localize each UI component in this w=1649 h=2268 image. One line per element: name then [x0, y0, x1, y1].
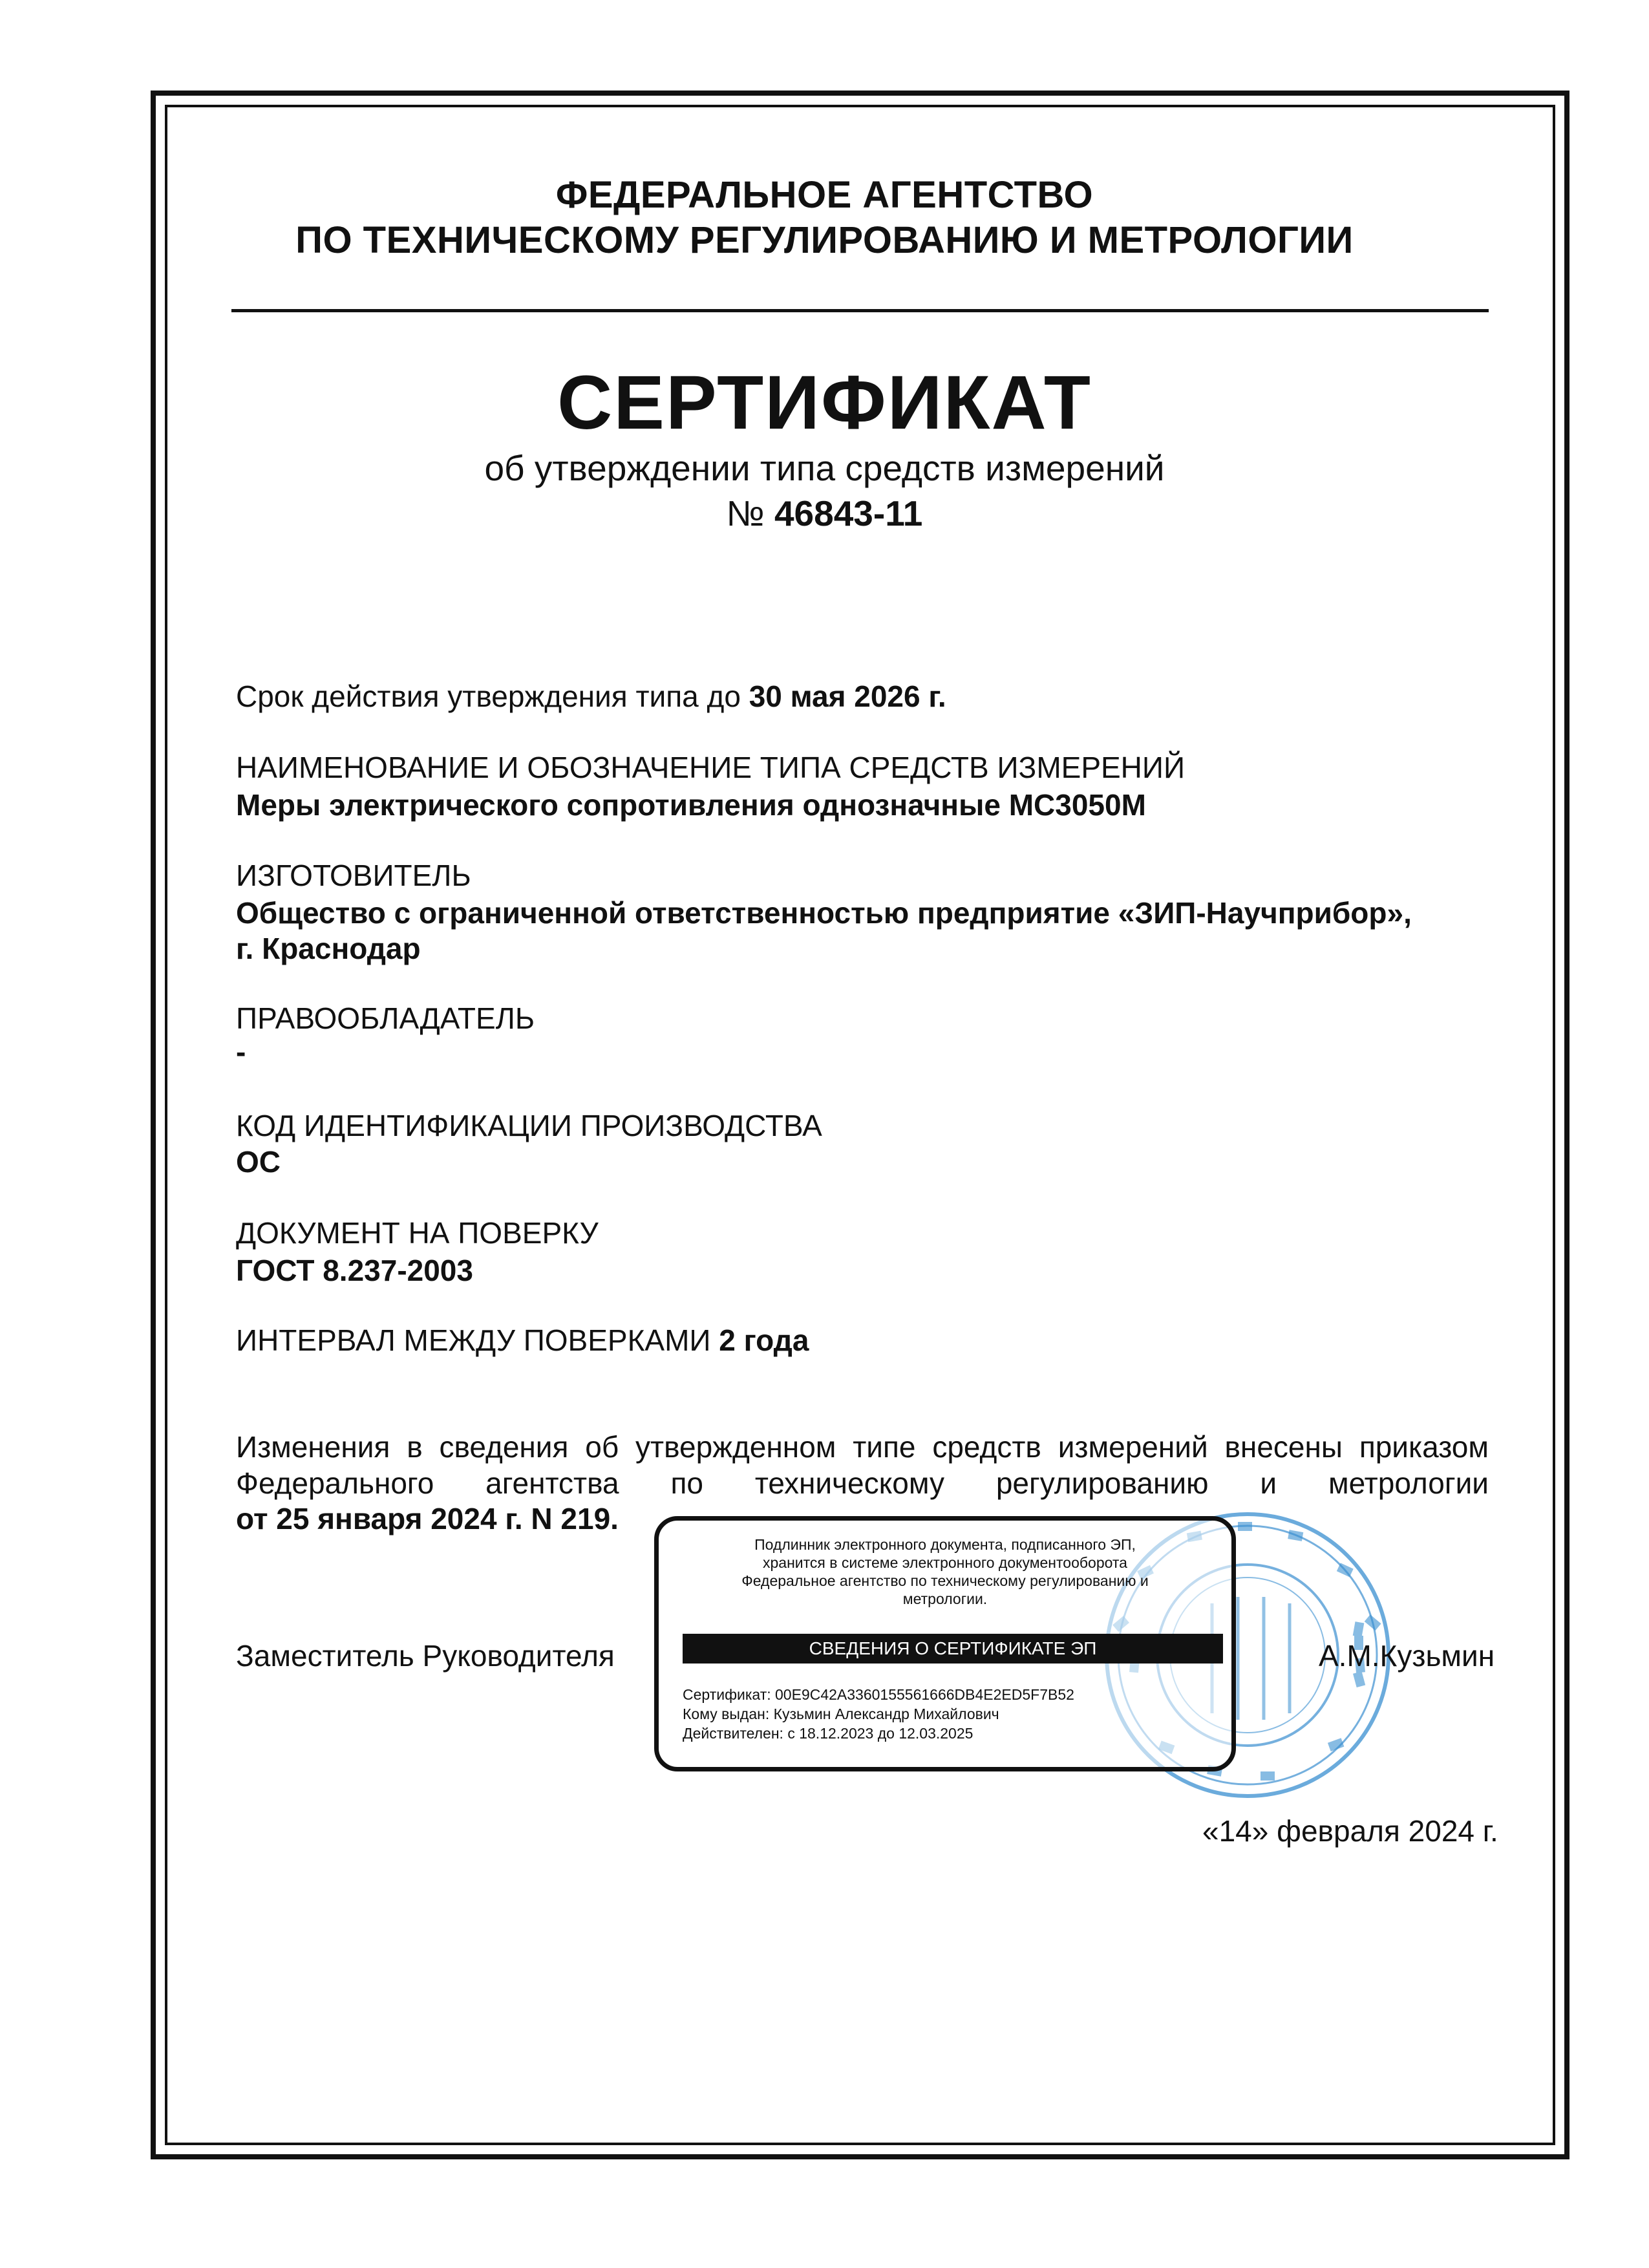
name-label: НАИМЕНОВАНИЕ И ОБОЗНАЧЕНИЕ ТИПА СРЕДСТВ ИЗМЕРЕНИЙ	[236, 751, 1186, 784]
production-code-value: ОС	[236, 1145, 281, 1179]
esign-issued-line	[683, 1706, 999, 1723]
esign-cert-label: Сертификат:	[683, 1686, 771, 1703]
verification-doc-value: ГОСТ 8.237-2003	[236, 1254, 473, 1287]
esign-info-bar: СВЕДЕНИЯ О СЕРТИФИКАТЕ ЭП	[683, 1634, 1223, 1664]
verification-doc-label: ДОКУМЕНТ НА ПОВЕРКУ	[236, 1216, 599, 1250]
verification-interval	[236, 1323, 809, 1358]
manufacturer-value-line1: Общество с ограниченной ответственностью предприятие «ЗИП-Научприбор»,	[236, 896, 1412, 930]
esign-note-line4: метрологии.	[902, 1590, 988, 1607]
rightholder-label: ПРАВООБЛАДАТЕЛЬ	[236, 1001, 535, 1035]
validity-line	[236, 679, 946, 714]
esign-note-line2: хранится в системе электронного документооборота	[763, 1554, 1127, 1571]
esign-valid-value: с 18.12.2023 до 12.03.2025	[787, 1725, 973, 1742]
electronic-signature-box	[654, 1516, 1236, 1771]
certificate-number	[0, 493, 1649, 534]
number-prefix: №	[726, 493, 765, 533]
rightholder-value: -	[236, 1035, 246, 1069]
esign-note-line1: Подлинник электронного документа, подписанного ЭП,	[754, 1536, 1136, 1553]
changes-line2: Федерального агентства по техническому регулированию и метрологии	[236, 1466, 1489, 1500]
certificate-subtitle: об утверждении типа средств измерений	[484, 448, 1165, 488]
certificate-title: СЕРТИФИКАТ	[557, 360, 1092, 445]
signatory-name: А.М.Кузьмин	[1319, 1639, 1495, 1673]
agency-name-line2: ПО ТЕХНИЧЕСКОМУ РЕГУЛИРОВАНИЮ И МЕТРОЛОГИИ	[295, 219, 1354, 261]
esign-cert-value: 00E9C42A3360155561666DB4E2ED5F7B52	[775, 1686, 1074, 1703]
number-value: 46843-11	[774, 493, 923, 533]
changes-line1: Изменения в сведения об утвержденном типе средств измерений внесены приказом	[236, 1430, 1489, 1464]
header-divider	[231, 309, 1489, 312]
manufacturer-label: ИЗГОТОВИТЕЛЬ	[236, 859, 471, 892]
validity-date: 30 мая 2026 г.	[749, 679, 946, 713]
esign-issued-value: Кузьмин Александр Михайлович	[773, 1706, 999, 1722]
esign-valid-line	[683, 1725, 973, 1742]
esign-valid-label: Действителен:	[683, 1725, 783, 1742]
interval-label: ИНТЕРВАЛ МЕЖДУ ПОВЕРКАМИ	[236, 1323, 711, 1357]
changes-line3: от 25 января 2024 г. N 219.	[236, 1502, 619, 1535]
manufacturer-value-line2: г. Краснодар	[236, 932, 421, 965]
esign-note-line3: Федеральное агентство по техническому регулированию и	[741, 1572, 1149, 1589]
interval-value: 2 года	[719, 1323, 809, 1357]
signatory-position: Заместитель Руководителя	[236, 1639, 615, 1673]
production-code-label: КОД ИДЕНТИФИКАЦИИ ПРОИЗВОДСТВА	[236, 1109, 822, 1142]
esign-cert-line	[683, 1686, 1074, 1704]
signature-date: «14» февраля 2024 г.	[1202, 1814, 1498, 1848]
esign-issued-label: Кому выдан:	[683, 1706, 770, 1722]
name-value: Меры электрического сопротивления однозначные МС3050М	[236, 788, 1146, 822]
agency-name-line1: ФЕДЕРАЛЬНОЕ АГЕНТСТВО	[555, 174, 1094, 216]
validity-label: Срок действия утверждения типа до	[236, 679, 741, 713]
